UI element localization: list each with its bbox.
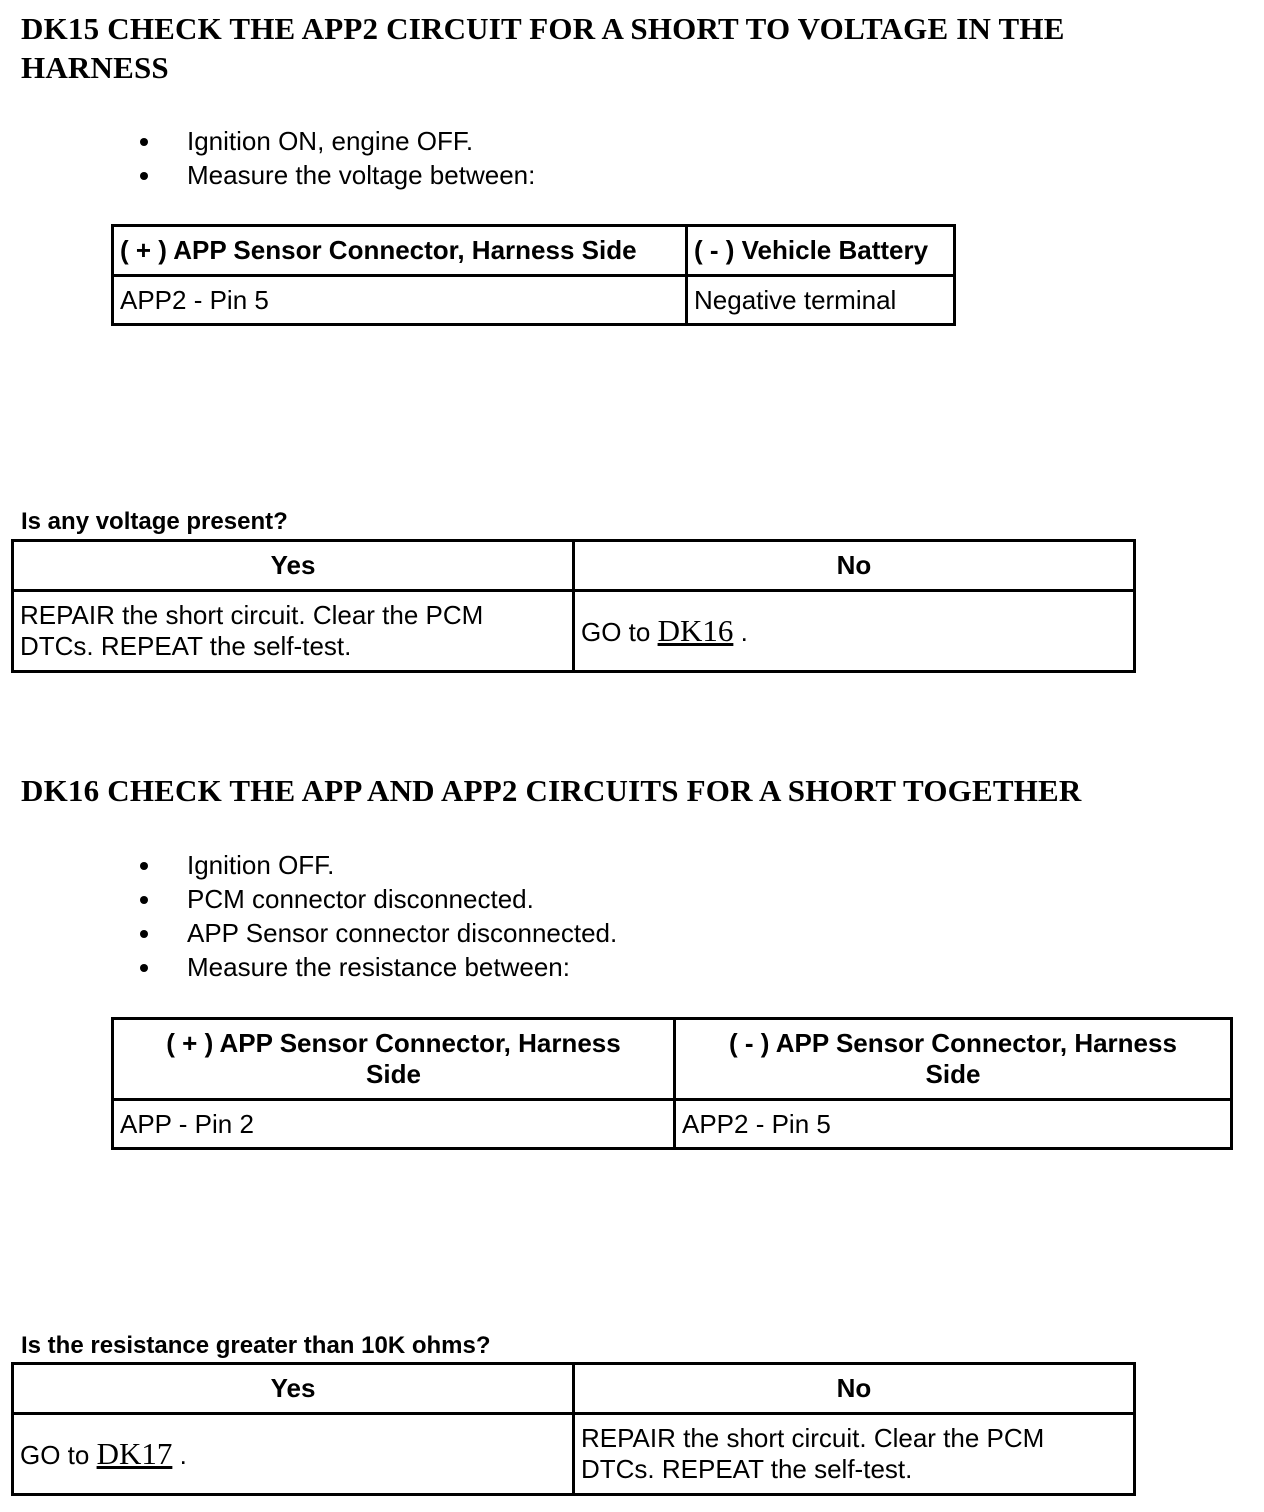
header-plus: [113, 1019, 675, 1100]
yes-action-line1: REPAIR the short circuit. Clear the PCM: [20, 600, 484, 630]
table-header-row: [113, 1019, 1232, 1100]
value-minus: APP2 - Pin 5: [675, 1100, 1232, 1149]
no-action-line1: REPAIR the short circuit. Clear the PCM: [581, 1423, 1045, 1453]
header-plus-line2: Side: [366, 1059, 421, 1089]
dk15-question: Is any voltage present?: [21, 508, 288, 535]
no-header: No: [574, 541, 1135, 591]
yes-action-suffix: .: [172, 1439, 187, 1470]
table-row: [113, 1100, 1232, 1149]
table-header-row: [13, 1364, 1135, 1414]
value-plus: APP2 - Pin 5: [113, 276, 687, 325]
list-item: APP Sensor connector disconnected.: [140, 916, 617, 950]
dk15-measurement-table: [111, 224, 956, 326]
table-row: [113, 276, 955, 325]
dk16-steps-list: [140, 848, 617, 984]
yes-header: Yes: [13, 1364, 574, 1414]
header-plus-line1: ( + ) APP Sensor Connector, Harness: [166, 1028, 621, 1058]
dk16-measurement-table: [111, 1017, 1233, 1150]
yes-action: [13, 591, 574, 672]
no-action-suffix: .: [733, 616, 748, 647]
value-plus: APP - Pin 2: [113, 1100, 675, 1149]
table-row: [13, 591, 1135, 672]
yes-header: Yes: [13, 541, 574, 591]
table-header-row: [13, 541, 1135, 591]
header-plus: ( + ) APP Sensor Connector, Harness Side: [113, 226, 687, 276]
list-item: Ignition ON, engine OFF.: [140, 124, 535, 158]
value-minus: Negative terminal: [687, 276, 955, 325]
yes-action: [13, 1414, 574, 1495]
header-minus: [675, 1019, 1232, 1100]
yes-action-prefix: GO to: [20, 1439, 97, 1470]
no-header: No: [574, 1364, 1135, 1414]
list-item: Ignition OFF.: [140, 848, 617, 882]
yes-action-line2: DTCs. REPEAT the self-test.: [20, 631, 352, 661]
header-minus: ( - ) Vehicle Battery: [687, 226, 955, 276]
dk16-title: DK16 CHECK THE APP AND APP2 CIRCUITS FOR A SHORT TOGETHER: [21, 773, 1082, 808]
no-action-prefix: GO to: [581, 616, 658, 647]
list-item: Measure the voltage between:: [140, 158, 535, 192]
dk15-title-line2: HARNESS: [21, 50, 169, 85]
dk15-answer-table: [11, 539, 1136, 673]
dk15-steps-list: [140, 124, 535, 192]
dk16-link[interactable]: DK16: [657, 612, 734, 648]
no-action: [574, 1414, 1135, 1495]
header-minus-line1: ( - ) APP Sensor Connector, Harness: [729, 1028, 1177, 1058]
no-action: [574, 591, 1135, 672]
list-item: Measure the resistance between:: [140, 950, 617, 984]
dk17-link[interactable]: DK17: [96, 1435, 173, 1471]
table-header-row: [113, 226, 955, 276]
dk16-question: Is the resistance greater than 10K ohms?: [21, 1332, 491, 1359]
dk16-answer-table: [11, 1362, 1136, 1496]
header-minus-line2: Side: [925, 1059, 981, 1089]
list-item: PCM connector disconnected.: [140, 882, 617, 916]
dk15-title-line1: DK15 CHECK THE APP2 CIRCUIT FOR A SHORT TO VOLTAGE IN THE: [21, 11, 1065, 46]
dk15-title: [21, 9, 1065, 87]
no-action-line2: DTCs. REPEAT the self-test.: [581, 1454, 913, 1484]
table-row: [13, 1414, 1135, 1495]
